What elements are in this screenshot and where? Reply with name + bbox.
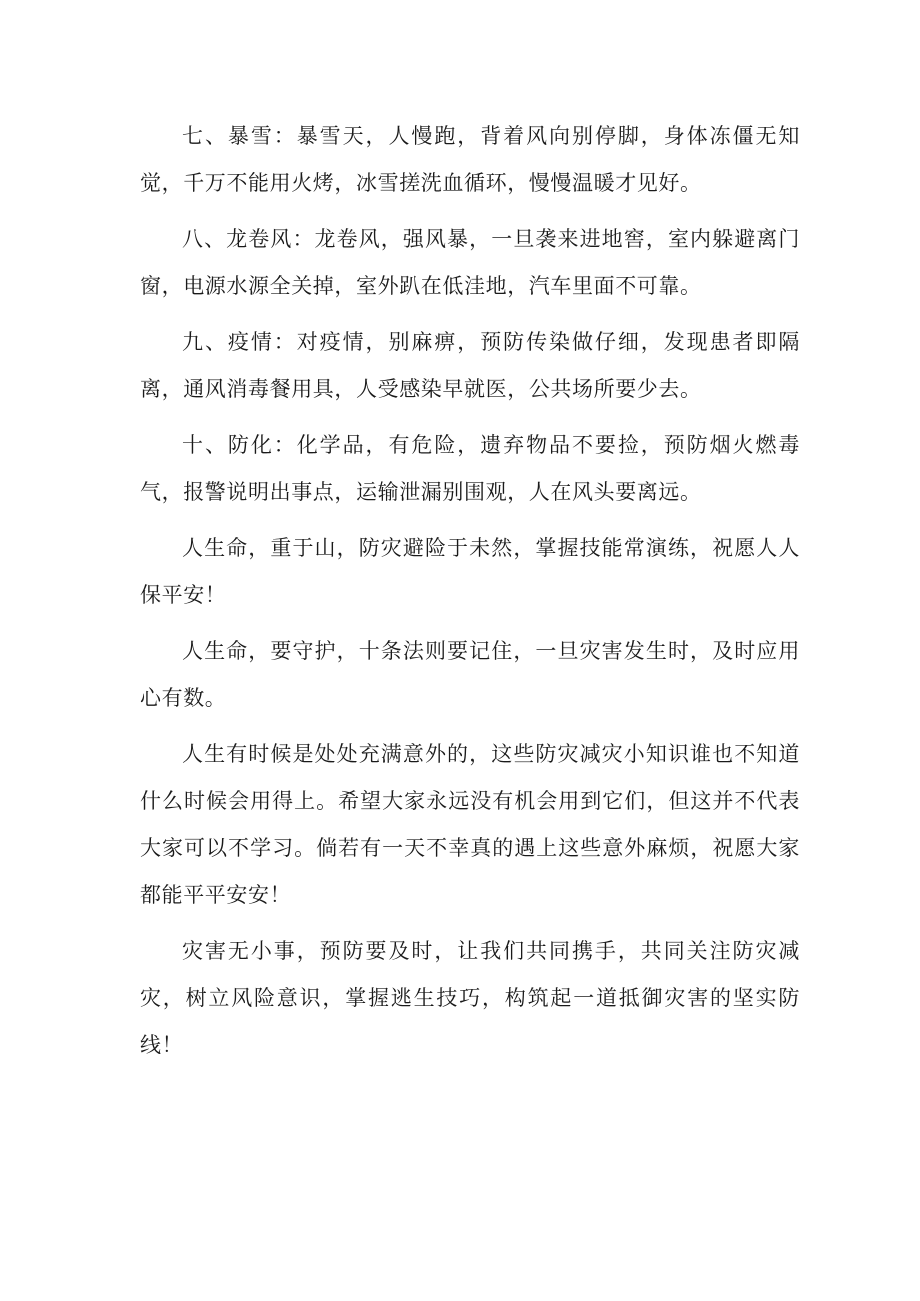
paragraph-tornado: 八、龙卷风：龙卷风，强风暴，一旦袭来进地窖，室内躲避离门窗，电源水源全关掉，室外趴在低洼地，汽车里面不可靠。 — [140, 227, 800, 298]
paragraph-blizzard: 七、暴雪：暴雪天，人慢跑，背着风向别停脚，身体冻僵无知觉，千万不能用火烤，冰雪搓洗血循环，慢慢温暖才见好。 — [140, 124, 800, 195]
paragraph-conclusion: 灾害无小事，预防要及时，让我们共同携手，共同关注防灾减灾，树立风险意识，掌握逃生技巧，构筑起一道抵御灾害的坚实防线！ — [140, 939, 800, 1057]
paragraph-accidents: 人生有时候是处处充满意外的，这些防灾减灾小知识谁也不知道什么时候会用得上。希望大家永远没有机会用到它们，但这并不代表大家可以不学习。倘若有一天不幸真的遇上这些意外麻烦，祝愿大家都能平平安安！ — [140, 742, 800, 907]
paragraph-chemical: 十、防化：化学品，有危险，遗弃物品不要捡，预防烟火燃毒气，报警说明出事点，运输泄漏别围观，人在风头要离远。 — [140, 433, 800, 504]
document-body — [140, 113, 800, 1078]
paragraph-life-value: 人生命，重于山，防灾避险于未然，掌握技能常演练，祝愿人人保平安！ — [140, 536, 800, 607]
paragraph-epidemic: 九、疫情：对疫情，别麻痹，预防传染做仔细，发现患者即隔离，通风消毒餐用具，人受感染早就医，公共场所要少去。 — [140, 330, 800, 401]
paragraph-life-protect: 人生命，要守护，十条法则要记住，一旦灾害发生时，及时应用心有数。 — [140, 639, 800, 710]
